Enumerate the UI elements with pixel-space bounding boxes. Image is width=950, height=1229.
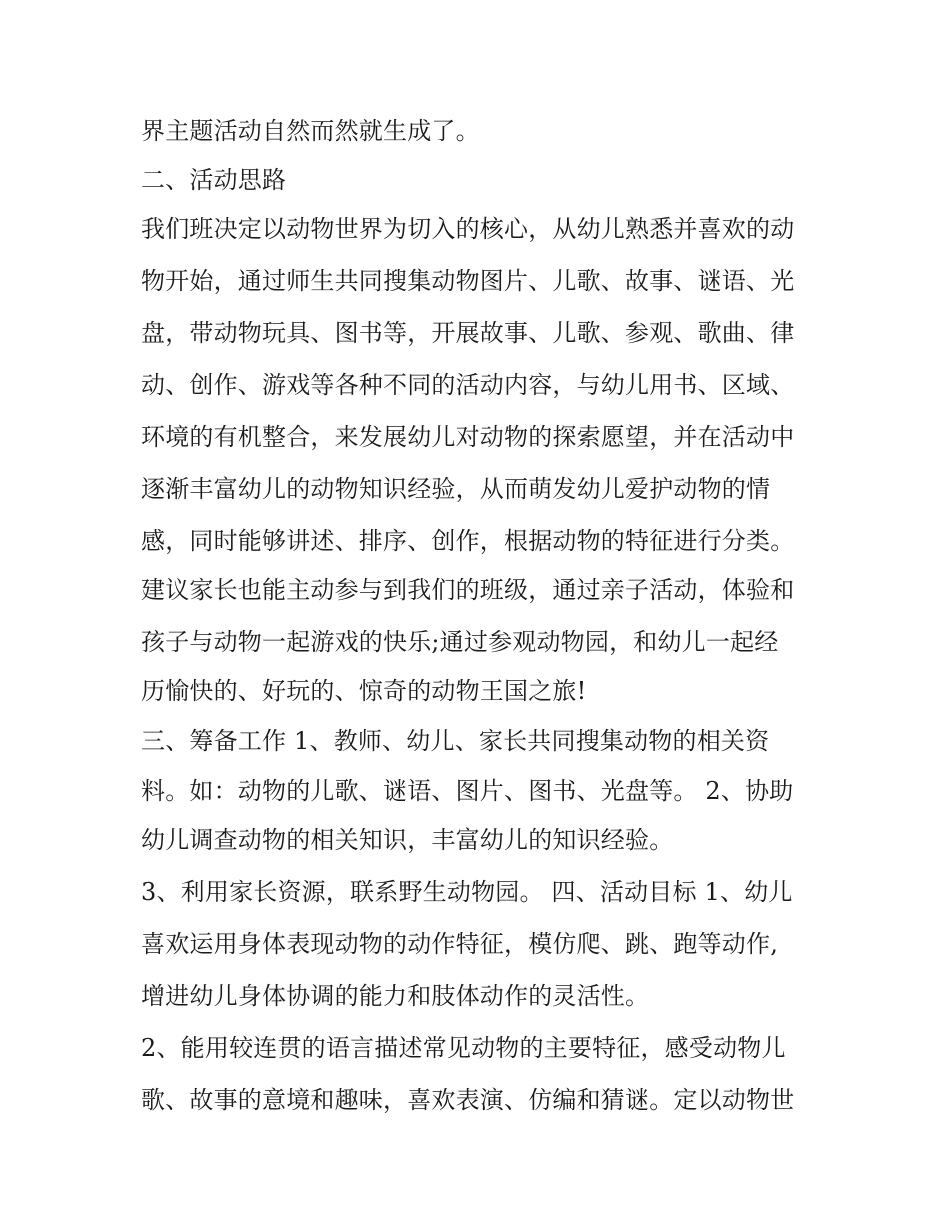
- text-line: 增进幼儿身体协调的能力和肢体动作的灵活性。: [141, 982, 650, 1010]
- text-line: 界主题活动自然而然就生成了。: [141, 117, 480, 145]
- text-line: 3、利用家长资源，联系野生动物园。 四、活动目标 1、幼儿: [141, 878, 793, 906]
- text-line: 环境的有机整合，来发展幼儿对动物的探索愿望，并在活动中: [141, 423, 795, 451]
- section-heading: 二、活动思路: [141, 166, 287, 194]
- text-line: 建议家长也能主动参与到我们的班级，通过亲子活动，体验和: [141, 576, 795, 604]
- text-line: 歌、故事的意境和趣味，喜欢表演、仿编和猜谜。定以动物世: [141, 1086, 795, 1114]
- text-line: 料。如：动物的儿歌、谜语、图片、图书、光盘等。 2、协助: [141, 777, 794, 805]
- text-line: 逐渐丰富幼儿的动物知识经验，从而萌发幼儿爱护动物的情: [141, 475, 771, 503]
- text-line: 动、创作、游戏等各种不同的活动内容，与幼儿用书、区域、: [141, 371, 795, 399]
- text-line: 感，同时能够讲述、排序、创作，根据动物的特征进行分类。: [141, 527, 795, 555]
- text-line: 幼儿调查动物的相关知识，丰富幼儿的知识经验。: [141, 826, 674, 854]
- text-line: 我们班决定以动物世界为切入的核心，从幼儿熟悉并喜欢的动: [141, 215, 795, 243]
- text-line: 喜欢运用身体表现动物的动作特征，模仿爬、跳、跑等动作,: [141, 930, 779, 958]
- text-line: 孩子与动物一起游戏的快乐;通过参观动物园，和幼儿一起经: [141, 628, 779, 656]
- text-line: 物开始，通过师生共同搜集动物图片、儿歌、故事、谜语、光: [141, 267, 795, 295]
- text-line: 三、筹备工作 1、教师、幼儿、家长共同搜集动物的相关资: [141, 727, 770, 755]
- text-line: 2、能用较连贯的语言描述常见动物的主要特征，感受动物儿: [141, 1034, 786, 1062]
- text-line: 盘，带动物玩具、图书等，开展故事、儿歌、参观、歌曲、律: [141, 319, 795, 347]
- text-line: 历愉快的、好玩的、惊奇的动物王国之旅!: [141, 677, 587, 705]
